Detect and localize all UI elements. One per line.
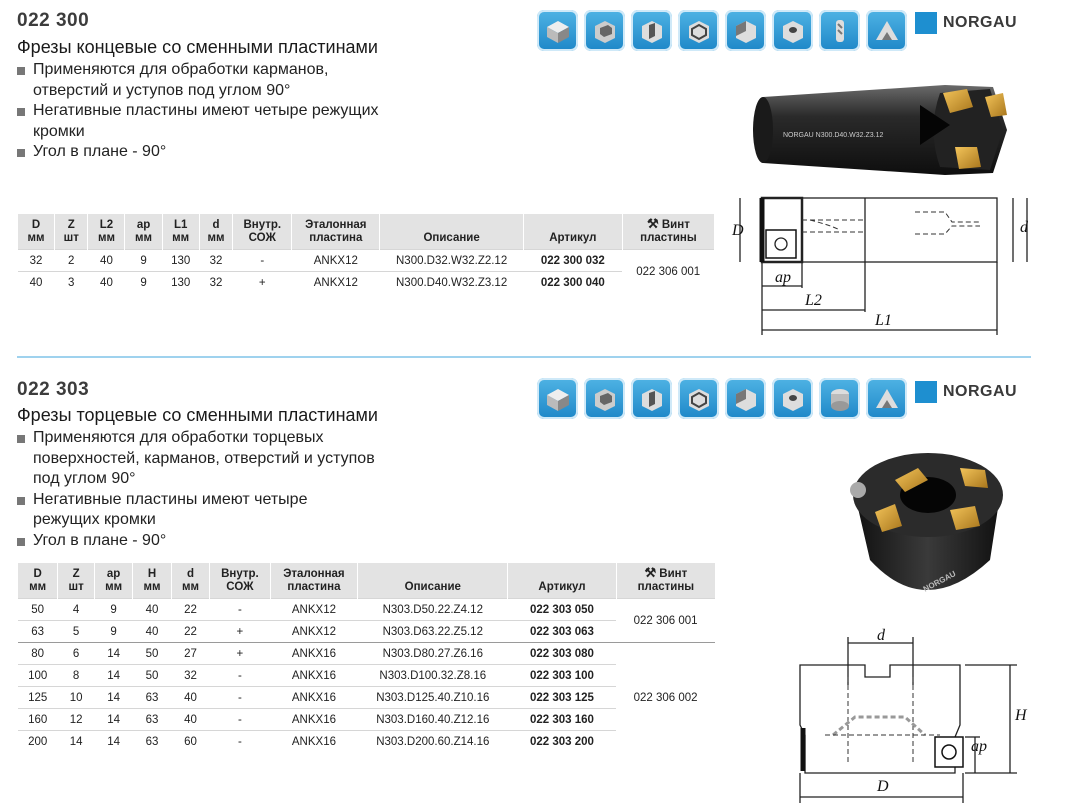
shoulder-milling-icon <box>725 378 766 419</box>
cell: N303.D50.22.Z4.12 <box>358 599 508 621</box>
table-header-row <box>18 214 715 250</box>
coolant-icon <box>819 378 860 419</box>
cell: N300.D40.W32.Z3.12 <box>380 272 523 294</box>
cell: 6 <box>58 643 95 665</box>
table-row <box>18 731 716 753</box>
dim-D: D <box>732 222 744 239</box>
cell: ANKX16 <box>270 643 358 665</box>
screw-icon: ⚒ <box>647 216 659 231</box>
section2-code: 022 303 <box>17 379 90 400</box>
dim-L2: L2 <box>805 292 822 309</box>
section1-code: 022 300 <box>17 10 90 31</box>
bullet: Угол в плане - 90° <box>17 531 457 552</box>
col-header: D мм <box>18 563 58 599</box>
table-row <box>18 250 715 272</box>
face-mill-label: NORGAU <box>921 569 958 594</box>
cell: - <box>210 731 270 753</box>
cell: 40 <box>88 250 125 272</box>
col-header: Z шт <box>55 214 88 250</box>
cell: 50 <box>18 599 58 621</box>
table-header-row <box>18 563 716 599</box>
drilling-icon <box>772 378 813 419</box>
cell: 14 <box>94 643 132 665</box>
dim-H: H <box>1015 707 1027 724</box>
cell: 4 <box>58 599 95 621</box>
col-header: d мм <box>199 214 233 250</box>
cell: 40 <box>133 621 171 643</box>
section1-table <box>17 214 714 293</box>
cell: 100 <box>18 665 58 687</box>
col-header: Внутр. СОЖ <box>233 214 292 250</box>
cell: N300.D32.W32.Z2.12 <box>380 250 523 272</box>
face-milling-icon <box>537 378 578 419</box>
section1-title: Фрезы концевые со сменными пластинами <box>17 37 378 57</box>
cell: 60 <box>171 731 209 753</box>
cell: 22 <box>171 621 209 643</box>
cell: 14 <box>94 687 132 709</box>
table-row <box>18 709 716 731</box>
cell: 32 <box>171 665 209 687</box>
screw-icon: ⚒ <box>644 565 657 580</box>
cell: 32 <box>199 250 233 272</box>
pocket-milling-icon <box>584 378 625 419</box>
brand-logo-square <box>915 381 937 403</box>
cell: ANKX16 <box>270 709 358 731</box>
cell-screw: 022 306 001 <box>616 599 715 643</box>
cell: 14 <box>94 709 132 731</box>
section-separator <box>17 356 1031 358</box>
table-row <box>18 687 716 709</box>
col-header: D мм <box>18 214 55 250</box>
cell: 8 <box>58 665 95 687</box>
cell: ANKX12 <box>292 250 380 272</box>
cell: N303.D125.40.Z10.16 <box>358 687 508 709</box>
ramping-icon <box>866 378 907 419</box>
table-row <box>18 665 716 687</box>
cell: + <box>210 621 270 643</box>
cell: + <box>233 272 292 294</box>
col-header: Артикул <box>523 214 622 250</box>
cell-article: 022 300 032 <box>523 250 622 272</box>
brand-logo: NORGAU <box>915 12 1017 34</box>
bullet: Применяются для обработки торцевых поверхностей, карманов, отверстий и уступов под углом 90° <box>17 428 457 490</box>
section2-title: Фрезы торцевые со сменными пластинами <box>17 405 378 425</box>
cell: N303.D200.60.Z14.16 <box>358 731 508 753</box>
col-header: L2 мм <box>88 214 125 250</box>
col-header: Описание <box>358 563 508 599</box>
cell-article: 022 303 063 <box>508 621 616 643</box>
dim-ap: ap <box>971 738 987 755</box>
col-header: L1 мм <box>162 214 199 250</box>
dim-ap: ap <box>775 269 791 286</box>
section1-bullets <box>17 60 457 163</box>
cell-article: 022 303 080 <box>508 643 616 665</box>
slot-milling-icon <box>631 10 672 51</box>
cell: 40 <box>133 599 171 621</box>
col-header: d мм <box>171 563 209 599</box>
section2-bullets <box>17 428 457 551</box>
cell-screw: 022 306 001 <box>622 250 714 294</box>
cell: 22 <box>171 599 209 621</box>
dim-d: d <box>1020 219 1028 236</box>
cell: 200 <box>18 731 58 753</box>
cell-article: 022 303 100 <box>508 665 616 687</box>
col-header: Эталонная пластина <box>292 214 380 250</box>
cell: 32 <box>18 250 55 272</box>
col-header: Артикул <box>508 563 616 599</box>
cell: 63 <box>18 621 58 643</box>
section2-application-icons <box>537 378 907 419</box>
col-header: Z шт <box>58 563 95 599</box>
cell: 63 <box>133 709 171 731</box>
cell: ANKX16 <box>270 731 358 753</box>
cell: + <box>210 643 270 665</box>
cell: 2 <box>55 250 88 272</box>
cell: ANKX16 <box>270 665 358 687</box>
end-mill-label: NORGAU N300.D40.W32.Z3.12 <box>783 132 884 139</box>
slot-milling-icon <box>631 378 672 419</box>
face-mill-image <box>840 440 1015 620</box>
cell: 63 <box>133 687 171 709</box>
cell: 9 <box>94 621 132 643</box>
cell: ANKX16 <box>270 687 358 709</box>
col-header: Внутр. СОЖ <box>210 563 270 599</box>
cell: - <box>210 709 270 731</box>
cell: 14 <box>58 731 95 753</box>
table-row <box>18 272 715 294</box>
coolant-icon <box>819 10 860 51</box>
cell-article: 022 300 040 <box>523 272 622 294</box>
cell-article: 022 303 200 <box>508 731 616 753</box>
drilling-icon <box>772 10 813 51</box>
cell: N303.D63.22.Z5.12 <box>358 621 508 643</box>
cell: 125 <box>18 687 58 709</box>
cell: 63 <box>133 731 171 753</box>
brand-logo: NORGAU <box>915 381 1017 403</box>
cell: 32 <box>199 272 233 294</box>
col-header: Эталонная пластина <box>270 563 358 599</box>
brand-logo-square <box>915 12 937 34</box>
cell-screw: 022 306 002 <box>616 643 715 753</box>
cell-article: 022 303 050 <box>508 599 616 621</box>
dim-D: D <box>877 778 889 795</box>
cell: ANKX12 <box>292 272 380 294</box>
col-header: ap мм <box>125 214 162 250</box>
cell: 5 <box>58 621 95 643</box>
col-header: Описание <box>380 214 523 250</box>
cell: 50 <box>133 643 171 665</box>
contour-milling-icon <box>678 10 719 51</box>
cell-article: 022 303 160 <box>508 709 616 731</box>
cell: 130 <box>162 272 199 294</box>
bullet: Угол в плане - 90° <box>17 142 457 163</box>
col-header: H мм <box>133 563 171 599</box>
cell: - <box>210 687 270 709</box>
cell: - <box>210 665 270 687</box>
cell: 80 <box>18 643 58 665</box>
ramping-icon <box>866 10 907 51</box>
cell: 40 <box>88 272 125 294</box>
table-row <box>18 643 716 665</box>
bullet: Негативные пластины имеют четыре режущих кромки <box>17 490 457 531</box>
cell: 160 <box>18 709 58 731</box>
cell: 10 <box>58 687 95 709</box>
cell: 3 <box>55 272 88 294</box>
bullet: Применяются для обработки карманов, отверстий и уступов под углом 90° <box>17 60 457 101</box>
cell: 130 <box>162 250 199 272</box>
section1-application-icons <box>537 10 907 51</box>
face-mill-drawing <box>795 625 1035 805</box>
col-header: ⚒ Винт пластины <box>622 214 714 250</box>
cell: - <box>233 250 292 272</box>
cell: 14 <box>94 665 132 687</box>
cell: 40 <box>171 687 209 709</box>
dim-d: d <box>877 627 885 644</box>
section2-table <box>17 563 715 752</box>
bullet: Негативные пластины имеют четыре режущих кромки <box>17 101 457 142</box>
end-mill-image <box>745 75 1020 185</box>
cell: ANKX12 <box>270 621 358 643</box>
contour-milling-icon <box>678 378 719 419</box>
face-milling-icon <box>537 10 578 51</box>
cell: N303.D100.32.Z8.16 <box>358 665 508 687</box>
cell: 50 <box>133 665 171 687</box>
col-header: ⚒ Винт пластины <box>616 563 715 599</box>
cell: 14 <box>94 731 132 753</box>
shoulder-milling-icon <box>725 10 766 51</box>
col-header: ap мм <box>94 563 132 599</box>
table-row <box>18 621 716 643</box>
cell: N303.D80.27.Z6.16 <box>358 643 508 665</box>
cell: ANKX12 <box>270 599 358 621</box>
dim-L1: L1 <box>875 312 892 329</box>
cell: 27 <box>171 643 209 665</box>
end-mill-drawing <box>730 190 1030 340</box>
table-row <box>18 599 716 621</box>
pocket-milling-icon <box>584 10 625 51</box>
cell: N303.D160.40.Z12.16 <box>358 709 508 731</box>
cell: 9 <box>94 599 132 621</box>
cell: 40 <box>18 272 55 294</box>
cell: 9 <box>125 250 162 272</box>
cell: 40 <box>171 709 209 731</box>
cell: 9 <box>125 272 162 294</box>
cell: 12 <box>58 709 95 731</box>
cell: - <box>210 599 270 621</box>
cell-article: 022 303 125 <box>508 687 616 709</box>
